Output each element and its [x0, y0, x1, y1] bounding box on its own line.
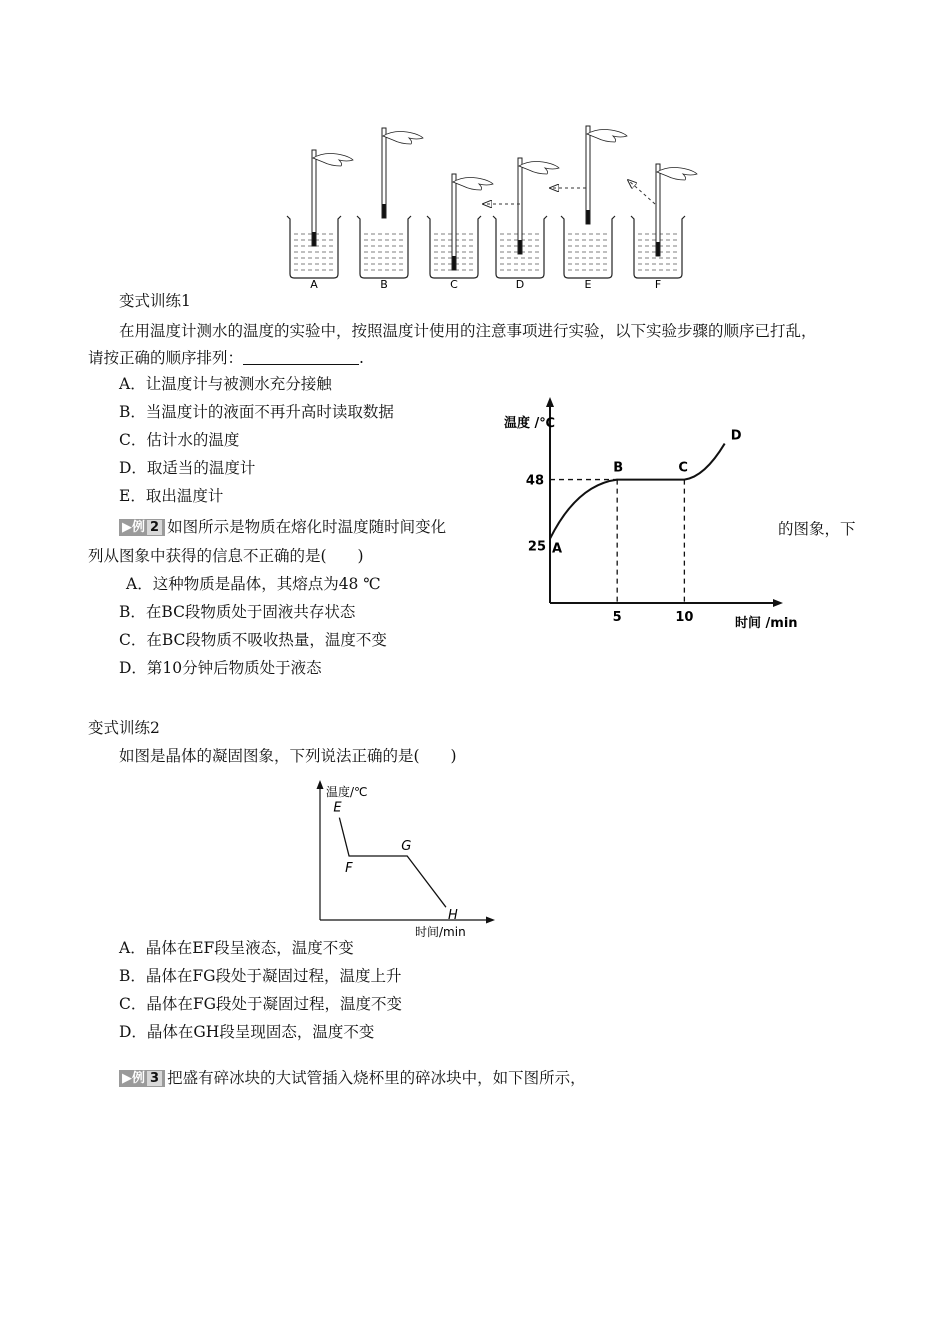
x-tick-10: 10	[675, 610, 694, 625]
variant2-option-b: B．晶体在FG段处于凝固过程，温度上升	[119, 967, 402, 985]
example2-option-d: D．第10分钟后物质处于液态	[119, 659, 322, 677]
example2-stem-part2: 的图象，下	[778, 520, 856, 538]
example2-stem-line2: 列从图象中获得的信息不正确的是( )	[88, 547, 364, 565]
x-axis-arrow	[773, 599, 783, 607]
beaker-label-f: F	[654, 278, 662, 291]
thermometer-0	[312, 150, 316, 246]
example3-tag: ▶例 3	[119, 1070, 165, 1087]
hand-icon	[587, 130, 627, 143]
hand-icon	[453, 178, 493, 191]
melting-curve-chart	[495, 405, 798, 635]
variant1-stem-suffix: .	[359, 349, 364, 367]
variant2-stem: 如图是晶体的凝固图象，下列说法正确的是( )	[119, 747, 457, 765]
beaker-label-a: A	[310, 278, 318, 291]
point-label-f: F	[345, 861, 353, 876]
variant1-option-c: C．估计水的温度	[119, 431, 240, 449]
point-label-h: H	[447, 908, 458, 924]
point-label-b: B	[613, 460, 624, 476]
y-axis-arrow	[546, 397, 554, 407]
variant1-stem-line2	[88, 348, 364, 368]
melting-curve	[550, 444, 725, 539]
solidification-curve	[339, 818, 446, 908]
y-axis-label: 温度/℃	[326, 785, 368, 799]
example2-stem-part1: 如图所示是物质在熔化时温度随时间变化	[167, 518, 447, 536]
hand-icon	[313, 154, 353, 167]
variant1-option-d: D．取适当的温度计	[119, 459, 256, 477]
y-axis-arrow	[317, 780, 324, 789]
y-tick-48: 48	[525, 473, 544, 489]
x-axis-arrow	[486, 917, 495, 924]
thermometer-bulb	[453, 256, 456, 270]
thermometer-bulb	[383, 204, 386, 218]
thermometer-4	[586, 126, 590, 224]
point-label-d: D	[730, 428, 742, 444]
beaker-group	[287, 126, 697, 278]
thermometer-bulb	[657, 242, 660, 256]
point-label-c: C	[678, 460, 688, 476]
thermometer-bulb	[587, 210, 590, 224]
example2-option-c: C．在BC段物质不吸收热量，温度不变	[119, 631, 387, 649]
thermometer-bulb	[519, 240, 522, 254]
hand-icon	[383, 132, 423, 145]
hand-icon	[519, 162, 559, 175]
variant2-option-a: A．晶体在EF段呈液态，温度不变	[119, 939, 354, 957]
variant1-option-a: A．让温度计与被测水充分接触	[119, 375, 332, 393]
thermometer-beakers-figure	[280, 118, 700, 294]
variant1-heading: 变式训练1	[119, 292, 191, 310]
beaker-label-c: C	[450, 278, 458, 291]
beaker-4	[561, 216, 615, 278]
thermometer-2	[452, 174, 456, 270]
x-axis-label: 时间/min	[415, 925, 466, 939]
beaker-1	[357, 216, 411, 278]
example2-option-a: A．这种物质是晶体，其熔点为48 ℃	[126, 575, 381, 593]
example3-stem: 把盛有碎冰块的大试管插入烧杯里的碎冰块中，如下图所示，	[167, 1069, 586, 1087]
point-label-a: A	[552, 541, 563, 557]
x-axis-label: 时间 /min	[735, 616, 798, 631]
variant1-option-b: B．当温度计的液面不再升高时读取数据	[119, 403, 394, 421]
hand-icon	[657, 168, 697, 181]
variant2-option-d: D．晶体在GH段呈现固态，温度不变	[119, 1023, 375, 1041]
example2-tag: ▶例 2	[119, 519, 165, 536]
beaker-label-e: E	[584, 278, 592, 291]
variant2-heading: 变式训练2	[88, 719, 160, 737]
y-tick-25: 25	[527, 539, 546, 555]
beaker-label-b: B	[380, 278, 388, 291]
variant1-stem-line1: 在用温度计测水的温度的实验中，按照温度计使用的注意事项进行实验，以下实验步骤的顺序已打乱，	[119, 322, 817, 340]
solidification-curve-chart	[300, 772, 500, 942]
variant2-option-c: C．晶体在FG段处于凝固过程，温度不变	[119, 995, 402, 1013]
answer-blank[interactable]	[243, 350, 359, 365]
point-label-g: G	[401, 839, 412, 854]
thermometer-3	[518, 158, 522, 254]
thermometer-bulb	[313, 232, 316, 246]
variant1-option-e: E．取出温度计	[119, 487, 224, 505]
y-axis-label: 温度 /℃	[504, 416, 556, 431]
variant1-stem-prefix: 请按正确的顺序排列：	[88, 349, 244, 367]
beaker-label-d: D	[515, 278, 525, 291]
example2-option-b: B．在BC段物质处于固液共存状态	[119, 603, 356, 621]
point-label-e: E	[333, 800, 342, 816]
x-tick-5: 5	[612, 610, 622, 625]
example3-stem-line	[119, 1068, 586, 1088]
example2-stem-line1	[119, 517, 446, 537]
